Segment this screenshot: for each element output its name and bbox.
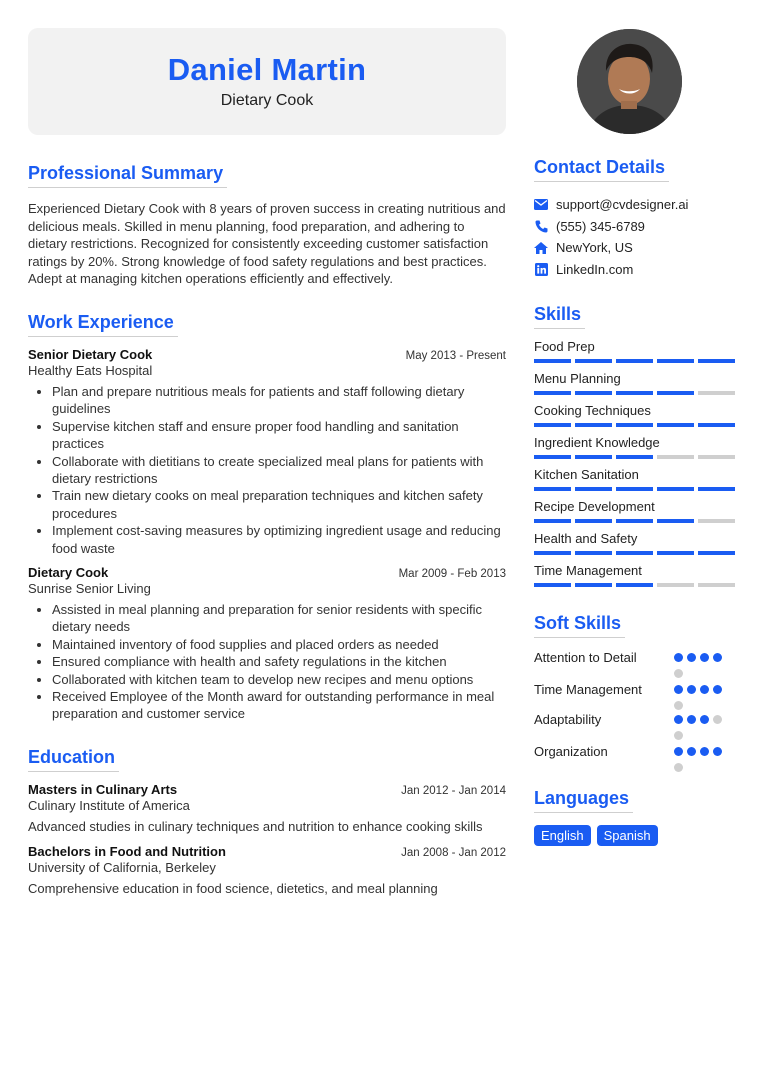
skill-level-segment: [616, 455, 653, 459]
skill-name: Menu Planning: [534, 371, 621, 386]
contact-phone-text: (555) 345-6789: [556, 218, 645, 234]
job-title: Senior Dietary Cook: [28, 346, 153, 362]
main-column: [28, 163, 506, 896]
skill-level-bar: [534, 519, 744, 523]
skill-level-segment: [575, 423, 612, 427]
rating-dot: [700, 685, 709, 694]
skill-name: Ingredient Knowledge: [534, 435, 660, 450]
school-name: Culinary Institute of America: [28, 797, 190, 813]
soft-skill-item: [534, 650, 744, 678]
skill-name: Food Prep: [534, 339, 595, 354]
soft-skill-name: Attention to Detail: [534, 650, 637, 665]
languages-section: [534, 788, 744, 846]
languages-heading: Languages: [534, 788, 633, 813]
profile-photo: [577, 29, 682, 134]
job-bullet: • Implement cost-saving measures by optimizing ingredient usage and reducing food waste: [52, 522, 506, 557]
school-name: University of California, Berkeley: [28, 859, 216, 875]
skill-name: Recipe Development: [534, 499, 655, 514]
degree-title: Bachelors in Food and Nutrition: [28, 843, 226, 859]
rating-dot: [713, 685, 722, 694]
skill-level-segment: [534, 583, 571, 587]
education-dates: Jan 2008 - Jan 2012: [401, 846, 506, 859]
skill-level-bar: [534, 551, 744, 555]
skills-section: [534, 304, 744, 595]
soft-skill-rating: [674, 744, 730, 772]
education-description: Comprehensive education in food science, dietetics, and meal planning: [28, 880, 438, 896]
job-entry: [28, 565, 506, 723]
skill-level-bar: [534, 583, 744, 587]
language-tag: English: [534, 825, 591, 846]
skill-level-segment: [575, 455, 612, 459]
skill-level-segment: [698, 423, 735, 427]
summary-text: Experienced Dietary Cook with 8 years of proven success in creating nutritious and delicious meals. Skilled in menu planning, food preparation, and adhering to dietary restrictions. Recognized for consistently exceeding customer satisfaction ratings by 20%. Strong knowledge of food safety regulations and best practices. Adept at managing kitchen operations efficiently and effectively.: [28, 201, 506, 287]
rating-dot: [674, 701, 683, 710]
education-entry: [28, 844, 506, 896]
header-box: [28, 28, 506, 135]
skill-level-segment: [534, 359, 571, 363]
rating-dot: [674, 669, 683, 678]
skill-level-segment: [698, 487, 735, 491]
contact-location: [534, 237, 744, 259]
contact-phone[interactable]: [534, 216, 744, 238]
contact-linkedin[interactable]: [534, 259, 744, 281]
skill-level-bar: [534, 359, 744, 363]
soft-skill-name: Time Management: [534, 682, 642, 697]
rating-dot: [700, 747, 709, 756]
skill-level-segment: [575, 551, 612, 555]
rating-dot: [700, 715, 709, 724]
job-entry: [28, 347, 506, 557]
job-bullet: • Assisted in meal planning and preparation for senior residents with specific dietary needs: [52, 601, 506, 636]
skill-item: [534, 403, 744, 435]
skill-level-bar: [534, 423, 744, 427]
envelope-icon: [534, 198, 548, 212]
experience-section: [28, 312, 506, 723]
skill-level-segment: [698, 391, 735, 395]
rating-dot: [700, 653, 709, 662]
experience-heading: Work Experience: [28, 312, 178, 337]
skill-item: [534, 499, 744, 531]
skill-level-bar: [534, 487, 744, 491]
skill-level-segment: [575, 583, 612, 587]
skill-name: Health and Safety: [534, 531, 638, 546]
job-bullet: • Collaborated with kitchen team to develop new recipes and menu options: [52, 671, 506, 688]
skill-item: [534, 467, 744, 499]
skill-level-segment: [534, 551, 571, 555]
rating-dot: [674, 715, 683, 724]
education-entry: [28, 782, 506, 834]
skill-level-segment: [575, 519, 612, 523]
job-bullet: • Train new dietary cooks on meal preparation techniques and kitchen safety procedures: [52, 487, 506, 522]
education-description: Advanced studies in culinary techniques and nutrition to enhance cooking skills: [28, 818, 483, 834]
contact-email-text: support@cvdesigner.ai: [556, 197, 689, 213]
skill-level-segment: [534, 455, 571, 459]
skill-level-segment: [698, 359, 735, 363]
skill-level-segment: [616, 391, 653, 395]
skill-item: [534, 531, 744, 563]
job-bullet: • Collaborate with dietitians to create specialized meal plans for patients with dietary restrictions: [52, 453, 506, 488]
skill-level-segment: [575, 487, 612, 491]
rating-dot: [687, 715, 696, 724]
skill-item: [534, 563, 744, 595]
rating-dot: [713, 747, 722, 756]
skill-item: [534, 339, 744, 371]
skill-level-segment: [616, 423, 653, 427]
education-section: [28, 747, 506, 896]
skill-level-segment: [616, 583, 653, 587]
education-dates: Jan 2012 - Jan 2014: [401, 784, 506, 797]
rating-dot: [674, 653, 683, 662]
skill-item: [534, 371, 744, 403]
rating-dot: [687, 685, 696, 694]
job-bullet: • Supervise kitchen staff and ensure proper food handling and sanitation practices: [52, 418, 506, 453]
skill-level-segment: [534, 423, 571, 427]
job-bullet: • Plan and prepare nutritious meals for patients and staff following dietary guidelines: [52, 383, 506, 418]
phone-icon: [534, 219, 548, 233]
skill-level-segment: [534, 487, 571, 491]
candidate-title: Dietary Cook: [220, 92, 314, 109]
language-tag: Spanish: [597, 825, 658, 846]
rating-dot: [674, 747, 683, 756]
skill-level-bar: [534, 391, 744, 395]
skill-name: Time Management: [534, 563, 642, 578]
rating-dot: [674, 685, 683, 694]
job-dates: May 2013 - Present: [405, 349, 506, 362]
soft-skill-name: Adaptability: [534, 712, 602, 727]
job-bullets: [28, 601, 506, 723]
job-employer: Sunrise Senior Living: [28, 581, 151, 597]
home-icon: [534, 241, 548, 255]
skill-level-segment: [657, 359, 694, 363]
skill-level-segment: [698, 551, 735, 555]
job-bullet: • Ensured compliance with health and safety regulations in the kitchen: [52, 653, 506, 670]
linkedin-icon: [534, 262, 548, 276]
skill-level-segment: [698, 455, 735, 459]
skill-name: Cooking Techniques: [534, 403, 651, 418]
skill-level-segment: [698, 583, 735, 587]
job-bullet: • Received Employee of the Month award for outstanding performance in meal preparation and customer service: [52, 688, 506, 723]
skill-name: Kitchen Sanitation: [534, 467, 639, 482]
skill-level-segment: [616, 359, 653, 363]
skill-level-segment: [575, 391, 612, 395]
soft-skill-rating: [674, 712, 730, 740]
soft-skills-section: [534, 613, 744, 772]
summary-heading: Professional Summary: [28, 163, 227, 188]
job-dates: Mar 2009 - Feb 2013: [398, 568, 506, 581]
rating-dot: [713, 715, 722, 724]
contact-linkedin-text: LinkedIn.com: [556, 261, 634, 277]
rating-dot: [687, 653, 696, 662]
skill-level-segment: [616, 519, 653, 523]
skill-level-bar: [534, 455, 744, 459]
rating-dot: [674, 731, 683, 740]
skill-level-segment: [657, 423, 694, 427]
soft-skill-rating: [674, 682, 730, 710]
skill-level-segment: [657, 583, 694, 587]
soft-skill-item: [534, 744, 744, 772]
skill-level-segment: [657, 551, 694, 555]
skills-heading: Skills: [534, 304, 585, 329]
rating-dot: [674, 763, 683, 772]
contact-location-text: NewYork, US: [556, 240, 633, 256]
contact-email[interactable]: [534, 194, 744, 216]
soft-skill-rating: [674, 650, 730, 678]
rating-dot: [687, 747, 696, 756]
skill-item: [534, 435, 744, 467]
skill-level-segment: [657, 487, 694, 491]
skill-level-segment: [575, 359, 612, 363]
job-bullets: [28, 383, 506, 557]
language-list: [534, 825, 744, 846]
job-employer: Healthy Eats Hospital: [28, 362, 153, 378]
soft-skill-name: Organization: [534, 744, 608, 759]
skill-level-segment: [657, 391, 694, 395]
skill-level-segment: [616, 551, 653, 555]
contact-heading: Contact Details: [534, 157, 669, 182]
skill-level-segment: [534, 391, 571, 395]
soft-skills-heading: Soft Skills: [534, 613, 625, 638]
contact-section: [534, 157, 744, 280]
skill-level-segment: [616, 487, 653, 491]
job-bullet: • Maintained inventory of food supplies and placed orders as needed: [52, 636, 506, 653]
soft-skill-item: [534, 682, 744, 710]
job-title: Dietary Cook: [28, 565, 109, 581]
soft-skill-item: [534, 712, 744, 740]
summary-section: [28, 163, 506, 288]
sidebar-column: [534, 157, 744, 846]
skill-level-segment: [657, 519, 694, 523]
skill-level-segment: [657, 455, 694, 459]
skill-level-segment: [534, 519, 571, 523]
degree-title: Masters in Culinary Arts: [28, 781, 178, 797]
education-heading: Education: [28, 747, 119, 772]
skill-level-segment: [698, 519, 735, 523]
candidate-name: Daniel Martin: [167, 52, 367, 87]
rating-dot: [713, 653, 722, 662]
